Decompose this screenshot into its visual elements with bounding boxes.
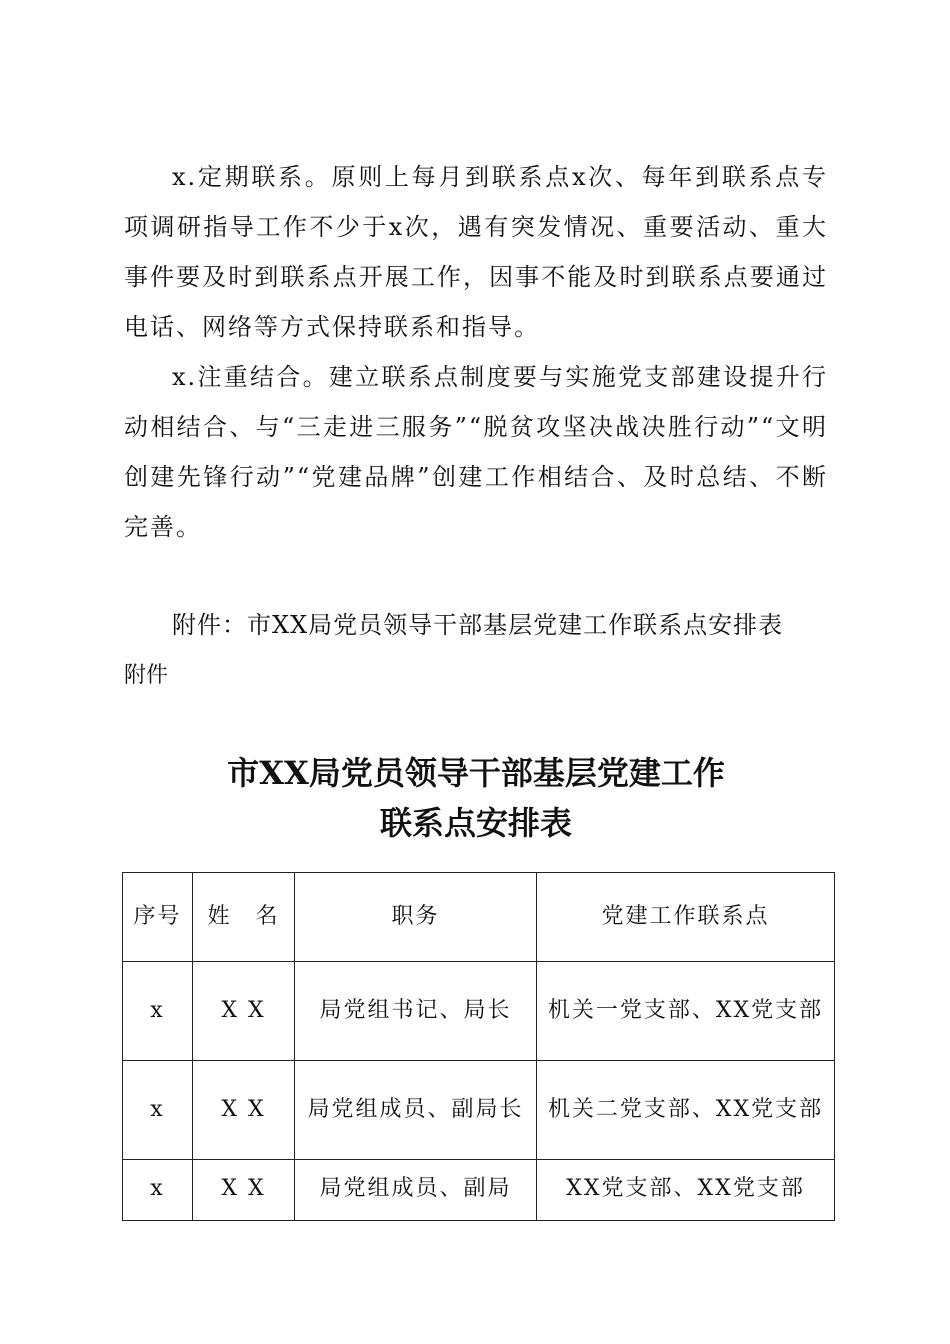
cell-contact-point: 机关一党支部、XX党支部 (537, 962, 835, 1061)
table-row (123, 1160, 835, 1221)
header-contact-point: 党建工作联系点 (537, 873, 835, 962)
table-row (123, 1061, 835, 1160)
cell-position: 局党组成员、副局 (295, 1160, 537, 1221)
table-title-line-2: 联系点安排表 (379, 804, 572, 842)
cell-name: X X (193, 1061, 295, 1160)
cell-contact-point: 机关二党支部、XX党支部 (537, 1061, 835, 1160)
cell-serial: x (123, 1061, 193, 1160)
cell-position: 局党组成员、副局长 (295, 1061, 537, 1160)
cell-contact-point: XX党支部、XX党支部 (537, 1160, 835, 1221)
cell-position: 局党组书记、局长 (295, 962, 537, 1061)
cell-name: X X (193, 1160, 295, 1221)
paragraph-regular-contact: x.定期联系。原则上每月到联系点x次、每年到联系点专项调研指导工作不少于x次，遇有突发情况、重要活动、重大事件要及时到联系点开展工作，因事不能及时到联系点要通过电话、网络等方式保持联系和指导。 (124, 163, 828, 341)
header-serial: 序号 (123, 873, 193, 962)
attachment-reference: 附件：市XX局党员领导干部基层党建工作联系点安排表 (172, 611, 784, 639)
cell-serial: x (123, 962, 193, 1061)
table-title-line-1: 市XX局党员领导干部基层党建工作 (227, 754, 725, 792)
contact-arrangement-table (122, 872, 835, 1221)
cell-serial: x (123, 1160, 193, 1221)
paragraph-emphasize-integration: x.注重结合。建立联系点制度要与实施党支部建设提升行动相结合、与“三走进三服务”“脱贫攻坚决战决胜行动”“文明创建先锋行动”“党建品牌”创建工作相结合、及时总结、不断完善。 (124, 363, 828, 541)
table-row (123, 962, 835, 1061)
header-name: 姓 名 (193, 873, 295, 962)
attachment-label: 附件 (124, 663, 169, 688)
cell-name: X X (193, 962, 295, 1061)
table-header-row (123, 873, 835, 962)
table-title (124, 748, 828, 848)
header-position: 职务 (295, 873, 537, 962)
